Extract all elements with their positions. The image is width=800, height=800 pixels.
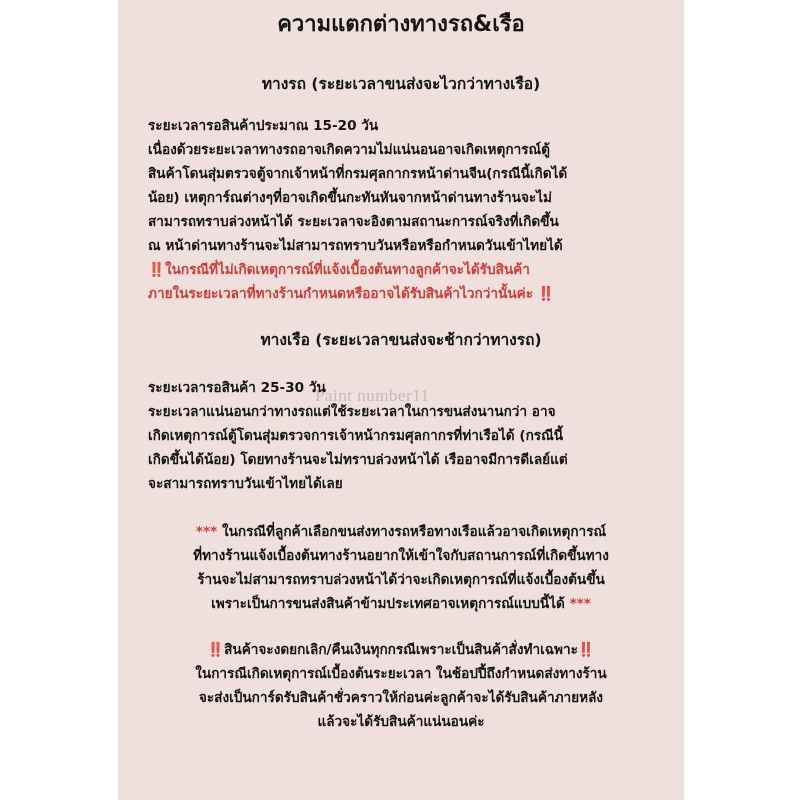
truck-line: ณ หน้าด่านทางร้านจะไม่สามารถทราบวันหรือหรือกำหนดวันเข้าไทยได้	[148, 238, 563, 254]
truck-line: น้อย) เหตุการ์ณต่างๆที่อาจเกิดขึ้นกะทันหันจากหน้าด่านทางร้านจะไม่	[148, 190, 553, 206]
truck-paragraph	[136, 114, 666, 306]
double-exclamation-icon: ‼️	[148, 262, 165, 278]
ship-line: ระยะเวลารอสินค้า 25-30 วัน	[148, 380, 326, 396]
closing-line: จะส่งเป็นการ์ดรับสินค้าชั่วคราวให้ก่อนค่ะลูกค้าจะได้รับสินค้าภายหลัง	[198, 690, 604, 706]
truck-line: สินค้าโดนสุ่มตรวจตู้จากเจ้าหน้าที่กรมศุลกากรหน้าด่านจีน(กรณีนี้เกิดได้	[148, 166, 568, 182]
notice-text: ในกรณีที่ลูกค้าเลือกขนส่งทางรถหรือทางเรือแล้วอาจเกิดเหตุการณ์	[221, 524, 607, 540]
double-exclamation-icon: ‼️	[577, 642, 595, 658]
closing-headline	[136, 638, 666, 662]
notice-line	[136, 520, 666, 544]
watermark-text: Paint number11	[315, 386, 430, 405]
asterisk-marker: ***	[195, 524, 218, 540]
truck-warning-text: ภายในระยะเวลาที่ทางร้านกำหนดหรืออาจได้รับสินค้าไวกว่านั้นค่ะ	[148, 286, 534, 302]
notice-sheet	[118, 0, 684, 800]
truck-line: สามารถทราบล่วงหน้าได้ ระยะเวลาจะอิงตามสถานะการณ์จริงที่เกิดขึ้น	[148, 214, 559, 230]
ship-line: จะสามารถทราบวันเข้าไทยได้เลย	[148, 476, 343, 492]
notice-line: ร้านจะไม่สามารถทราบล่วงหน้าได้ว่าจะเกิดเหตุการณ์ที่แจ้งเบื้องต้นขึ้น	[197, 572, 605, 588]
truck-heading: ทางรถ (ระยะเวลาขนส่งจะไวกว่าทางเรือ)	[261, 75, 541, 93]
closing-headline-text: สินค้าจะงดยกเลิก/คืนเงินทุกกรณีเพราะเป็นสินค้าสั่งทำเฉพาะ	[224, 642, 578, 658]
ship-line: เกิดขึ้นได้น้อย) โดยทางร้านจะไม่ทราบล่วงหน้าได้ เรืออาจมีการดีเลย์แต่	[148, 452, 568, 468]
truck-line: ระยะเวลารอสินค้าประมาณ 15-20 วัน	[148, 118, 379, 134]
notice-paragraph	[136, 520, 666, 616]
closing-line: ในการณีเกิดเหตุการณ์เบื้องต้นระยะเวลา ในช้อปปี้ถึงกำหนดส่งทางร้าน	[195, 666, 607, 682]
truck-warning-line	[148, 258, 666, 282]
double-exclamation-icon: ‼️	[537, 286, 555, 302]
truck-warning-text: ในกรณีที่ไม่เกิดเหตุการณ์ที่แจ้งเบื้องต้นทางลูกค้าจะได้รับสินค้า	[164, 262, 530, 278]
truck-line: เนื่องด้วยระยะเวลาทางรถอาจเกิดความไม่แน่นอนอาจเกิดเหตุการณ์ตู้	[148, 142, 550, 158]
notice-text: เพราะเป็นการขนส่งสินค้าข้ามประเทศอาจเหตุการณ์แบบนี้ได้	[211, 596, 565, 612]
notice-line: ที่ทางร้านแจ้งเบื้องต้นทางร้านอยากให้เข้าใจกับสถานการณ์ที่เกิดขึ้นทาง	[193, 548, 609, 564]
ship-heading: ทางเรือ (ระยะเวลาขนส่งจะช้ากว่าทางรถ)	[260, 331, 542, 349]
ship-line: เกิดเหตุการณ์ตู้โดนสุ่มตรวจการเจ้าหน้ากรมศุลกากรที่ท่าเรือได้ (กรณีนี้	[148, 428, 564, 444]
page-title: ความแตกต่างทางรถ&เรือ	[277, 12, 525, 37]
ship-paragraph	[136, 376, 666, 496]
truck-warning-line	[148, 282, 666, 306]
asterisk-marker: ***	[569, 596, 591, 612]
ship-line: ระยะเวลาแน่นอนกว่าทางรถแต่ใช้ระยะเวลาในการขนส่งนานกว่า อาจ	[148, 404, 556, 420]
closing-paragraph	[136, 638, 666, 734]
closing-line: แล้วจะได้รับสินค้าแน่นอนค่ะ	[317, 714, 485, 730]
notice-line	[136, 592, 666, 616]
double-exclamation-icon: ‼️	[207, 642, 225, 658]
